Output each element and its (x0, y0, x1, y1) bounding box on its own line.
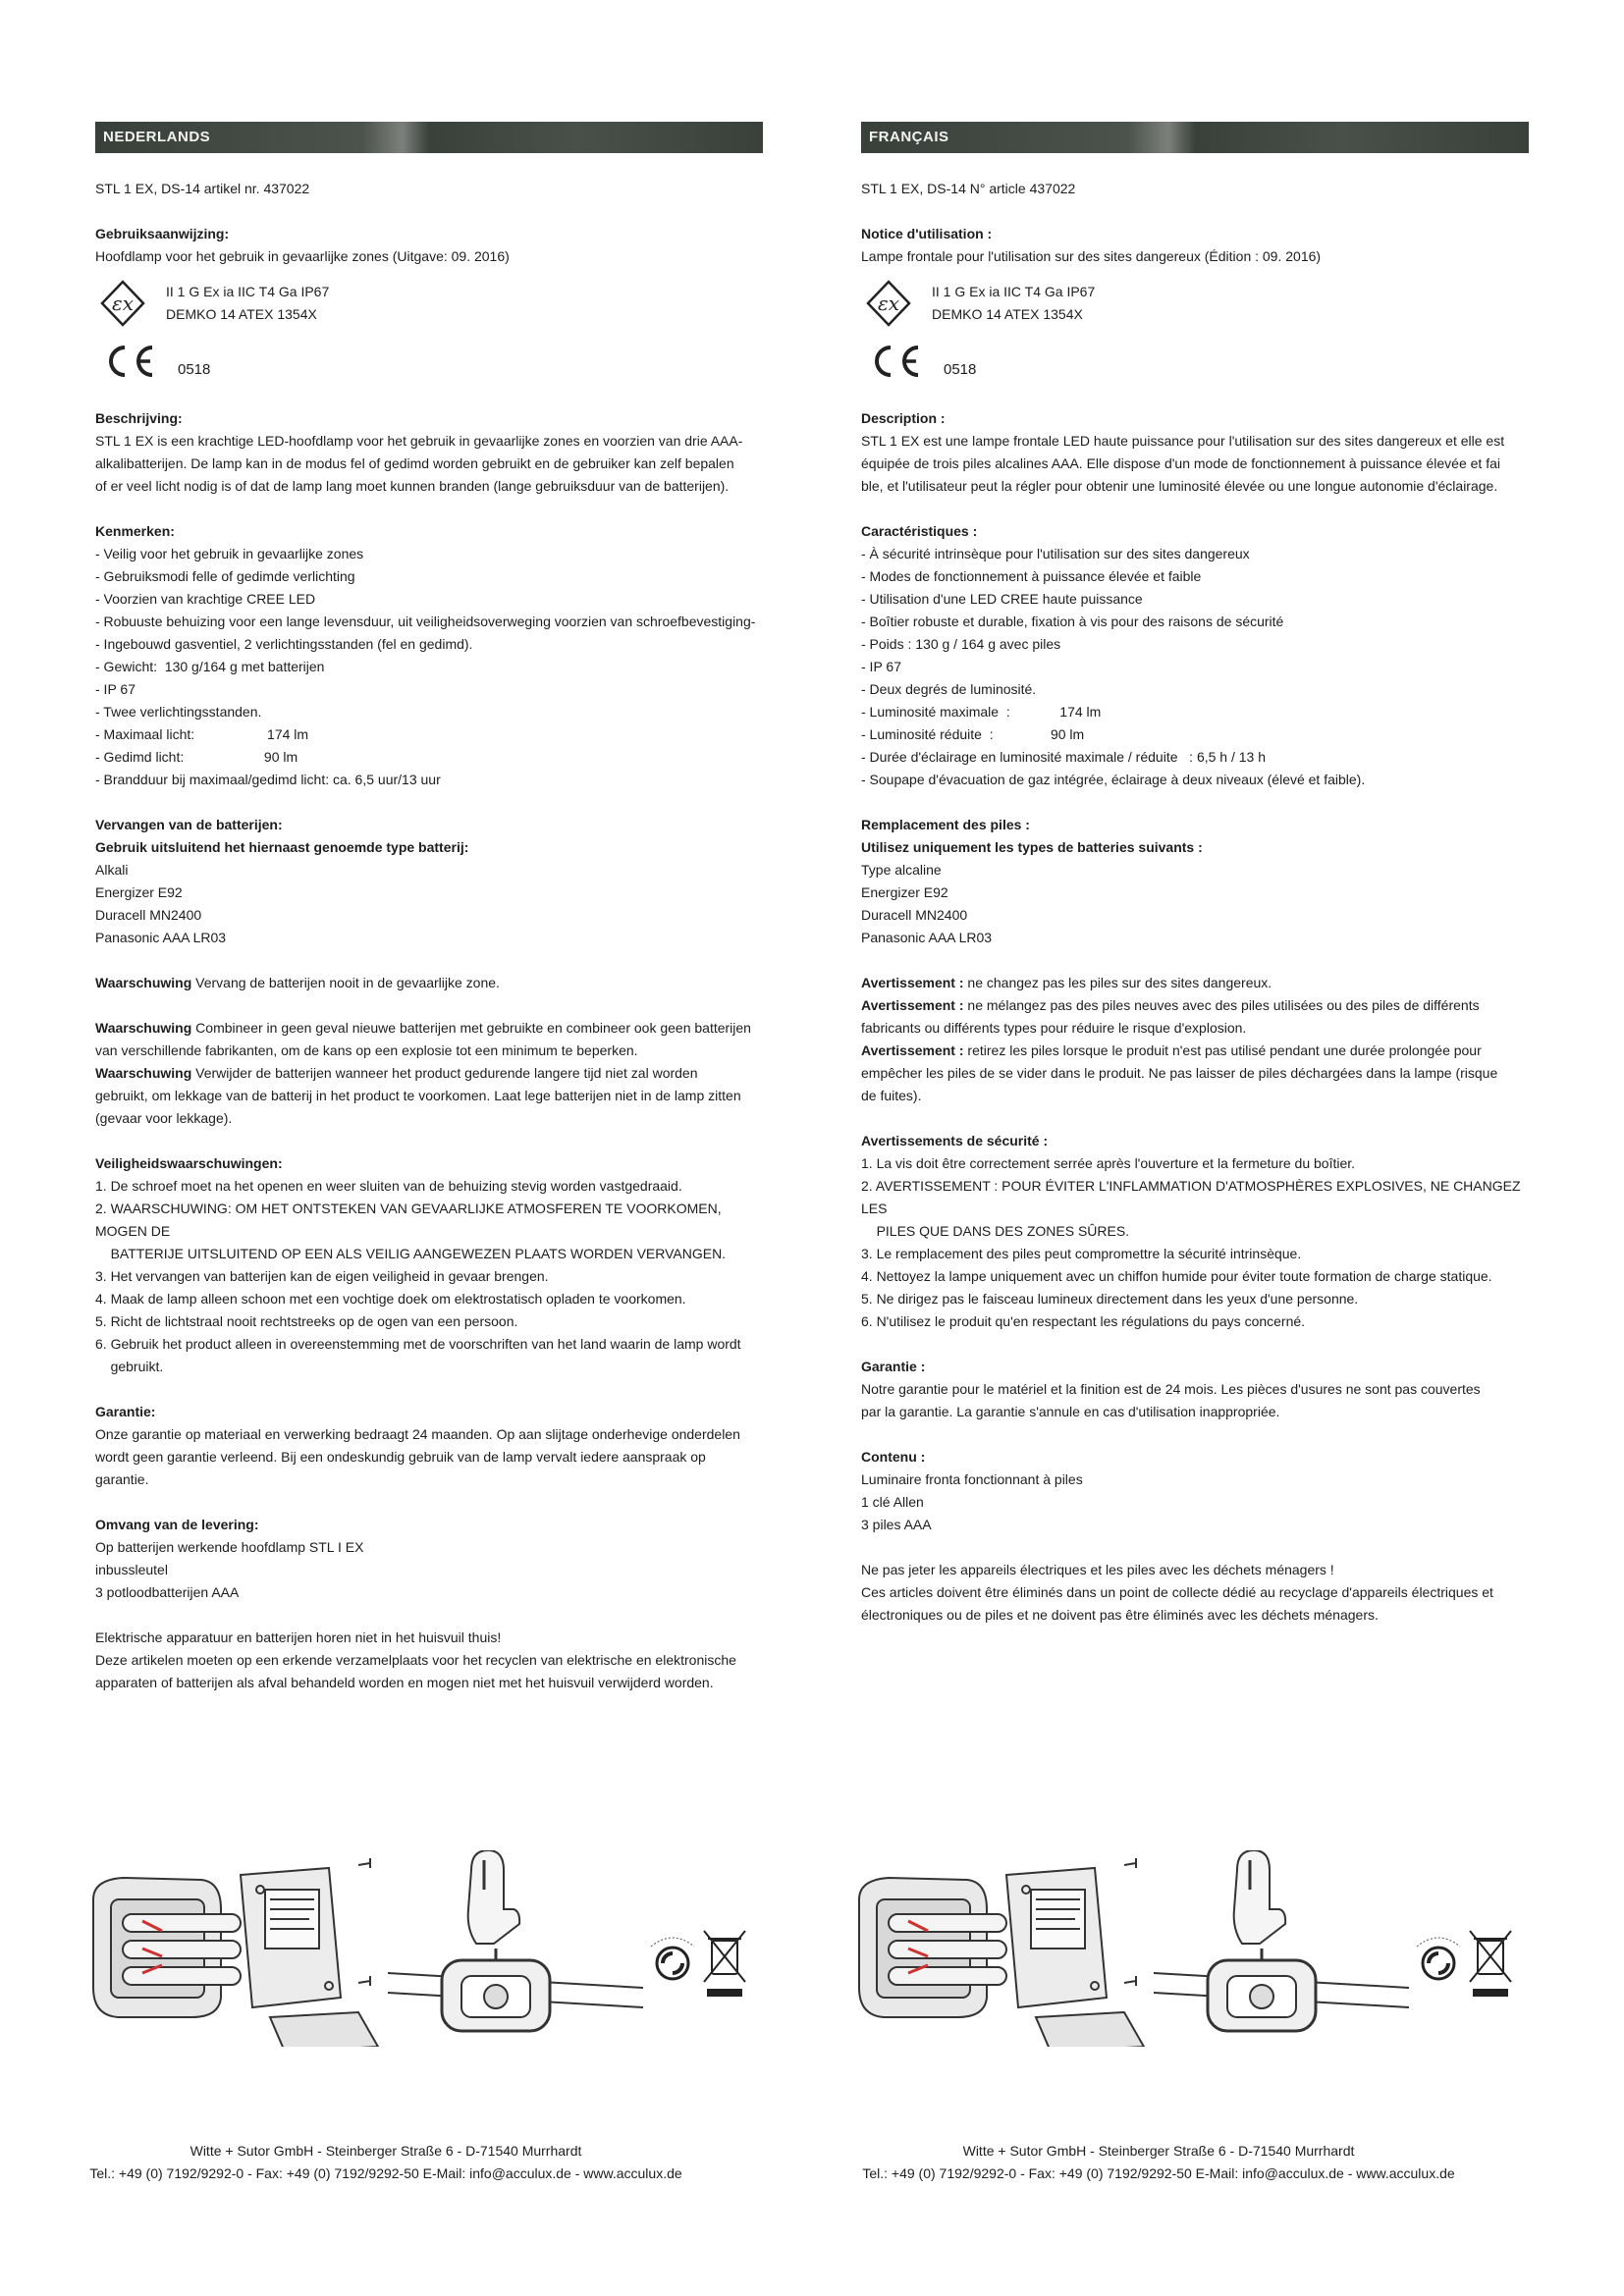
safety-item: PILES QUE DANS DES ZONES SÛRES. (861, 1223, 1130, 1239)
language-title: NEDERLANDS (103, 129, 211, 145)
ex-marking-line: II 1 G Ex ia IIC T4 Ga IP67 (166, 284, 330, 299)
warning-1 (861, 972, 1539, 994)
atex-certificate: DEMKO 14 ATEX 1354X (932, 306, 1083, 322)
atex-marking (861, 280, 1539, 327)
features-heading: Kenmerken: (95, 523, 175, 539)
feature-item: - Gedimd licht: 90 lm (95, 749, 298, 765)
warning-text: retirez les piles lorsque le produit n'est pas utilisé pendant une durée prolongée pour (963, 1042, 1482, 1058)
safety-item: 6. N'utilisez le produit qu'en respectant les régulations du pays concerné. (861, 1313, 1306, 1329)
manual-text: Hoofdlamp voor het gebruik in gevaarlijke zones (Uitgave: 09. 2016) (95, 248, 510, 264)
company-contact: Tel.: +49 (0) 7192/9292-0 - Fax: +49 (0) 7192/9292-50 E-Mail: info@acculux.de - www.acculux.de (862, 2165, 1455, 2181)
battery-type: Energizer E92 (95, 884, 183, 900)
warning-text: Vervang de batterijen nooit in de gevaarlijke zone. (191, 975, 500, 990)
safety-item: 2. AVERTISSEMENT : POUR ÉVITER L'INFLAMMATION D'ATMOSPHÈRES EXPLOSIVES, NE CHANGEZ LES (861, 1178, 1525, 1216)
feature-item: - Deux degrés de luminosité. (861, 681, 1037, 697)
feature-item: - Voorzien van krachtige CREE LED (95, 591, 316, 607)
manual-heading: Notice d'utilisation : (861, 226, 993, 241)
battery-type: Alkali (95, 862, 129, 878)
warning-text: van verschillende fabrikanten, om de kans op een explosie tot een minimum te beperken. (95, 1042, 638, 1058)
safety-item: BATTERIJE UITSLUITEND OP EEN ALS VEILIG AANGEWEZEN PLAATS WORDEN VERVANGEN. (95, 1246, 727, 1261)
company-contact: Tel.: +49 (0) 7192/9292-0 - Fax: +49 (0) 7192/9292-50 E-Mail: info@acculux.de - www.acculux.de (89, 2165, 682, 2181)
battery-pack-illustration (93, 1858, 378, 2047)
contents-item: 1 clé Allen (861, 1494, 924, 1510)
article-number: STL 1 EX, DS-14 artikel nr. 437022 (95, 181, 310, 196)
safety-item: gebruikt. (95, 1359, 164, 1374)
company-footer (42, 2140, 730, 2185)
description-line: STL 1 EX est une lampe frontale LED haute puissance pour l'utilisation sur des sites dangereux et elle est (861, 433, 1505, 449)
safety-item: 3. Het vervangen van batterijen kan de eigen veiligheid in gevaar brengen. (95, 1268, 549, 1284)
feature-item: - Soupape d'évacuation de gaz intégrée, éclairage à deux niveaux (élevé et faible). (861, 772, 1366, 787)
warning-label: Avertissement : (861, 1042, 964, 1058)
warning-text: fabricants ou différents types pour réduire le risque d'explosion. (861, 1020, 1247, 1036)
safety-item: 2. WAARSCHUWING: OM HET ONTSTEKEN VAN GEVAARLIJKE ATMOSFEREN TE VOORKOMEN, MOGEN DE (95, 1201, 726, 1239)
atex-marking (95, 280, 773, 327)
safety-heading: Veiligheidswaarschuwingen: (95, 1155, 283, 1171)
safety-item: 5. Richt de lichtstraal nooit rechtstreeks op de ogen van een persoon. (95, 1313, 518, 1329)
safety-item: 1. La vis doit être correctement serrée après l'ouverture et la fermeture du boîtier. (861, 1155, 1356, 1171)
company-footer (815, 2140, 1502, 2185)
warning-text: empêcher les piles de se vider dans le produit. Ne pas laisser de piles déchargées dans la lampe (risque (861, 1065, 1498, 1081)
ce-mark-icon (867, 345, 922, 378)
warning-text: de fuites). (861, 1088, 922, 1103)
headlamp-press-button-illustration (1154, 1850, 1409, 2031)
svg-text:εx: εx (877, 292, 900, 315)
battery-type: Panasonic AAA LR03 (95, 930, 227, 945)
battery-type: Type alcaline (861, 862, 942, 878)
warning-2 (861, 994, 1539, 1017)
feature-item: - Robuuste behuizing voor een lange levensduur, uit veiligheidsoverweging voorzien van schroefbevestiging- (95, 614, 756, 629)
feature-item: - Durée d'éclairage en luminosité maximale / réduite : 6,5 h / 13 h (861, 749, 1266, 765)
company-address: Witte + Sutor GmbH - Steinberger Straße 6 - D-71540 Murrhardt (189, 2143, 582, 2159)
feature-item: - Utilisation d'une LED CREE haute puissance (861, 591, 1143, 607)
ce-marking (861, 345, 1539, 378)
safety-item: 5. Ne dirigez pas le faisceau lumineux directement dans les yeux d'une personne. (861, 1291, 1359, 1307)
contents-item: 3 piles AAA (861, 1517, 932, 1532)
warranty-line: Notre garantie pour le matériel et la finition est de 24 mois. Les pièces d'usures ne sont pas couvertes (861, 1381, 1481, 1397)
manual-text: Lampe frontale pour l'utilisation sur des sites dangereux (Édition : 09. 2016) (861, 248, 1322, 264)
feature-item: - Veilig voor het gebruik in gevaarlijke zones (95, 546, 364, 561)
feature-item: - Luminosité maximale : 174 lm (861, 704, 1102, 720)
features-heading: Caractéristiques : (861, 523, 978, 539)
warning-text: gebruikt, om lekkage van de batterij in het product te voorkomen. Laat lege batterijen niet in de lamp zitten (95, 1088, 741, 1103)
description-heading: Description : (861, 410, 946, 426)
battery-type: Duracell MN2400 (861, 907, 968, 923)
warning-3 (95, 1062, 773, 1085)
battery-pack-illustration (859, 1858, 1144, 2047)
ex-explosion-mark-icon (865, 280, 912, 327)
warranty-line: wordt geen garantie verleend. Bij een ondeskundig gebruik van de lamp vervalt iedere aanspraak op (95, 1449, 706, 1465)
battery-heading: Vervangen van de batterijen: (95, 817, 283, 832)
illustration-strip (849, 1850, 1537, 2047)
column-french (861, 122, 1539, 1627)
description-heading: Beschrijving: (95, 410, 183, 426)
disposal-line: Ne pas jeter les appareils électriques et les piles avec les déchets ménagers ! (861, 1562, 1334, 1577)
description-line: équipée de trois piles alcalines AAA. Elle dispose d'un mode de fonctionnement à puissance élevée et fai (861, 455, 1500, 471)
warranty-heading: Garantie : (861, 1359, 926, 1374)
warning-label: Avertissement : (861, 975, 964, 990)
language-title: FRANÇAIS (869, 129, 949, 145)
article-number: STL 1 EX, DS-14 N° article 437022 (861, 181, 1076, 196)
description-line: STL 1 EX is een krachtige LED-hoofdlamp voor het gebruik in gevaarlijke zones en voorzien van drie AAA- (95, 433, 743, 449)
atex-certificate: DEMKO 14 ATEX 1354X (166, 306, 317, 322)
warning-text: Verwijder de batterijen wanneer het product gedurende langere tijd niet zal worden (191, 1065, 698, 1081)
feature-item: - Gebruiksmodi felle of gedimde verlichting (95, 568, 355, 584)
safety-item: 1. De schroef moet na het openen en weer sluiten van de behuizing stevig worden vastgedraaid. (95, 1178, 682, 1194)
warning-label: Waarschuwing (95, 1020, 192, 1036)
disposal-line: Deze artikelen moeten op een erkende verzamelplaats voor het recyclen van elektrische en elektronische (95, 1652, 736, 1668)
warning-1 (95, 972, 773, 994)
safety-item: 4. Nettoyez la lampe uniquement avec un chiffon humide pour éviter toute formation de charge statique. (861, 1268, 1492, 1284)
feature-item: - Luminosité réduite : 90 lm (861, 726, 1085, 742)
language-header-bar (861, 122, 1529, 153)
green-dot-icon (651, 1938, 694, 1979)
feature-item: - Maximaal licht: 174 lm (95, 726, 309, 742)
warranty-line: par la garantie. La garantie s'annule en cas d'utilisation inappropriée. (861, 1404, 1280, 1419)
language-header-bar (95, 122, 763, 153)
ce-marking (95, 345, 773, 378)
warning-text: (gevaar voor lekkage). (95, 1110, 233, 1126)
battery-type: Panasonic AAA LR03 (861, 930, 993, 945)
contents-heading: Omvang van de levering: (95, 1517, 259, 1532)
warranty-line: Onze garantie op materiaal en verwerking bedraagt 24 maanden. Op aan slijtage onderhevige onderdelen (95, 1426, 740, 1442)
ce-mark-icon (101, 345, 156, 378)
warning-3 (861, 1040, 1539, 1062)
warning-text: Combineer in geen geval nieuwe batterijen met gebruikte en combineer ook geen batterijen (191, 1020, 751, 1036)
warning-label: Waarschuwing (95, 1065, 192, 1081)
warning-label: Avertissement : (861, 997, 964, 1013)
crossed-bin-icon (1470, 1931, 1511, 1996)
disposal-line: Elektrische apparatuur en batterijen horen niet in het huisvuil thuis! (95, 1629, 502, 1645)
battery-subheading: Utilisez uniquement les types de batteries suivants : (861, 839, 1203, 855)
battery-subheading: Gebruik uitsluitend het hiernaast genoemde type batterij: (95, 839, 469, 855)
contents-item: Op batterijen werkende hoofdlamp STL I EX (95, 1539, 364, 1555)
column-dutch (95, 122, 773, 1694)
safety-item: 4. Maak de lamp alleen schoon met een vochtige doek om elektrostatisch opladen te voorkomen. (95, 1291, 686, 1307)
warning-label: Waarschuwing (95, 975, 192, 990)
contents-item: Luminaire fronta fonctionnant à piles (861, 1471, 1083, 1487)
feature-item: - À sécurité intrinsèque pour l'utilisation sur des sites dangereux (861, 546, 1250, 561)
safety-item: 6. Gebruik het product alleen in overeenstemming met de voorschriften van het land waarin de lamp wordt (95, 1336, 741, 1352)
feature-item: - IP 67 (95, 681, 135, 697)
battery-type: Energizer E92 (861, 884, 948, 900)
svg-text:εx: εx (111, 292, 135, 315)
disposal-line: électroniques ou de piles et ne doivent pas être éliminés avec les déchets ménagers. (861, 1607, 1379, 1623)
ex-explosion-mark-icon (99, 280, 146, 327)
company-address: Witte + Sutor GmbH - Steinberger Straße 6 - D-71540 Murrhardt (962, 2143, 1355, 2159)
warranty-line: garantie. (95, 1471, 149, 1487)
safety-item: 3. Le remplacement des piles peut compromettre la sécurité intrinsèque. (861, 1246, 1302, 1261)
disposal-line: apparaten of batterijen als afval behandeld worden en mogen niet met het huisvuil verwijderd worden. (95, 1675, 714, 1690)
notified-body-number: 0518 (178, 361, 211, 378)
illustration-strip (83, 1850, 771, 2047)
feature-item: - Ingebouwd gasventiel, 2 verlichtingsstanden (fel en gedimd). (95, 636, 473, 652)
warning-2 (95, 1017, 773, 1040)
warning-text: ne changez pas les piles sur des sites dangereux. (963, 975, 1272, 990)
feature-item: - IP 67 (861, 659, 901, 674)
feature-item: - Gewicht: 130 g/164 g met batterijen (95, 659, 325, 674)
feature-item: - Brandduur bij maximaal/gedimd licht: ca. 6,5 uur/13 uur (95, 772, 441, 787)
feature-item: - Twee verlichtingsstanden. (95, 704, 262, 720)
green-dot-icon (1417, 1938, 1460, 1979)
description-line: of er veel licht nodig is of dat de lamp lang moet kunnen branden (lange gebruiksduur van de batterijen). (95, 478, 730, 494)
contents-item: 3 potloodbatterijen AAA (95, 1584, 240, 1600)
battery-heading: Remplacement des piles : (861, 817, 1030, 832)
disposal-line: Ces articles doivent être éliminés dans un point de collecte dédié au recyclage d'appareils électriques et (861, 1584, 1493, 1600)
safety-heading: Avertissements de sécurité : (861, 1133, 1049, 1148)
feature-item: - Boîtier robuste et durable, fixation à vis pour des raisons de sécurité (861, 614, 1284, 629)
battery-type: Duracell MN2400 (95, 907, 202, 923)
feature-item: - Poids : 130 g / 164 g avec piles (861, 636, 1061, 652)
ex-marking-line: II 1 G Ex ia IIC T4 Ga IP67 (932, 284, 1096, 299)
headlamp-press-button-illustration (388, 1850, 643, 2031)
contents-heading: Contenu : (861, 1449, 926, 1465)
description-line: alkalibatterijen. De lamp kan in de modus fel of gedimd worden gebruikt en de gebruiker kan zelf bepalen (95, 455, 734, 471)
description-line: ble, et l'utilisateur peut la régler pour obtenir une luminosité élevée ou une longue autonomie d'éclairage. (861, 478, 1498, 494)
warranty-heading: Garantie: (95, 1404, 156, 1419)
feature-item: - Modes de fonctionnement à puissance élevée et faible (861, 568, 1202, 584)
notified-body-number: 0518 (944, 361, 977, 378)
manual-heading: Gebruiksaanwijzing: (95, 226, 230, 241)
crossed-bin-icon (704, 1931, 745, 1996)
warning-text: ne mélangez pas des piles neuves avec des piles utilisées ou des piles de différents (963, 997, 1480, 1013)
contents-item: inbussleutel (95, 1562, 168, 1577)
